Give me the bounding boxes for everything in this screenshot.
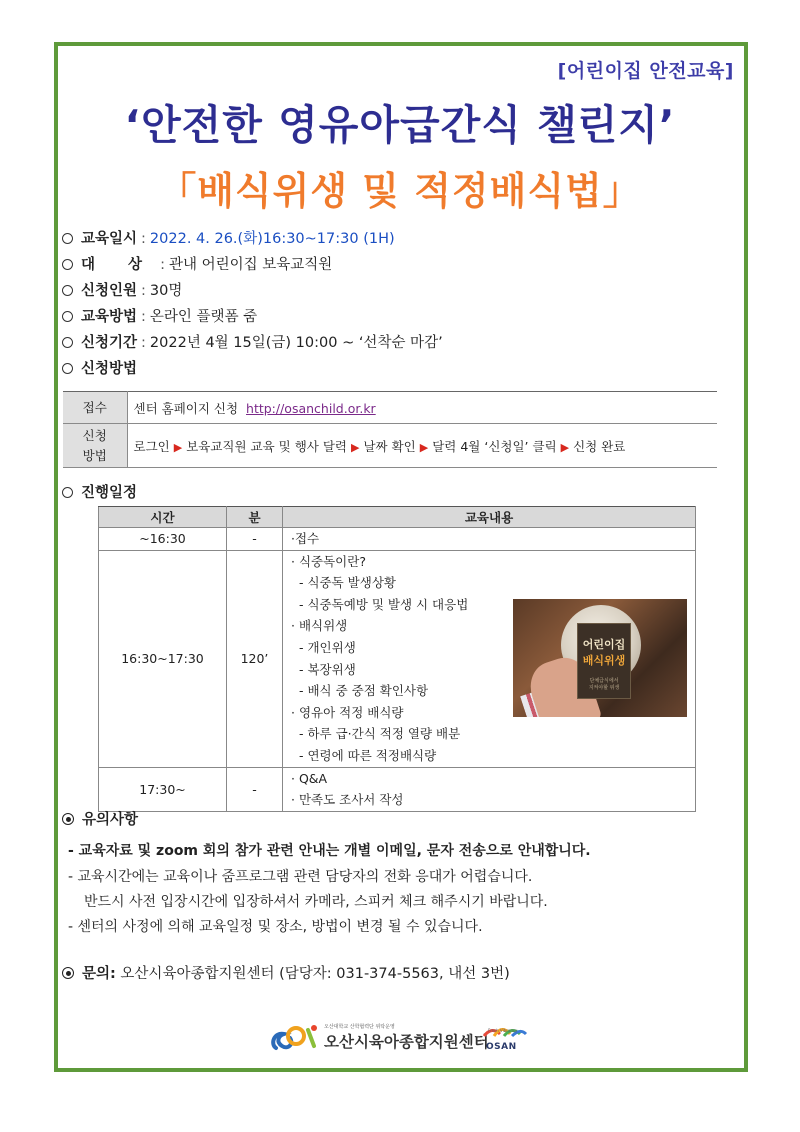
time-cell: 16:30~17:30 <box>99 550 227 767</box>
content-line: - 복장위생 <box>299 661 356 677</box>
circle-bullet-icon <box>62 487 73 498</box>
org-small-text: 오산대학교 산학협력단 위탁운영 <box>324 1024 395 1030</box>
content-line: - 배식 중 중점 확인사항 <box>299 683 429 699</box>
info-value: 온라인 플랫폼 줌 <box>149 309 258 325</box>
org-name: 오산시육아종합지원센터 <box>324 1033 489 1051</box>
info-row-period <box>62 330 712 356</box>
main-title: ‘안전한 영유아급간식 챌린지’ <box>124 101 676 149</box>
content-cell: ·접수 <box>283 528 696 551</box>
content-cell <box>283 767 696 811</box>
step-5: 신청 완료 <box>573 438 626 454</box>
col-header-minutes: 분 <box>227 507 283 528</box>
circle-bullet-icon <box>62 233 73 244</box>
note-item: - 센터의 사정에 의해 교육일정 및 장소, 방법이 변경 될 수 있습니다. <box>68 919 483 935</box>
colon: : <box>141 231 146 247</box>
step-4: 달력 4월 ‘신청일’ 클릭 <box>432 438 557 454</box>
notes-list <box>68 838 728 940</box>
schedule-header-row <box>99 507 696 528</box>
info-value: 관내 어린이집 보육교직원 <box>168 257 333 273</box>
hygiene-booklet-photo <box>513 599 687 717</box>
apply-steps <box>127 424 717 468</box>
city-slogan: Fresh Vibrancy <box>488 1028 518 1033</box>
step-1: 로그인 <box>133 438 170 454</box>
info-row-date <box>62 226 712 252</box>
info-label: 신청인원 <box>81 283 138 299</box>
table-row <box>99 767 696 811</box>
sub-title: 「배식위생 및 적정배식법」 <box>158 169 642 213</box>
content-line: - 하루 급·간식 적정 열량 배분 <box>299 726 461 742</box>
note-item: - 교육시간에는 교육이나 줌프로그램 관련 담당자의 전화 응대가 어렵습니다. <box>68 869 533 885</box>
info-value-date: 2022. 4. 26.(화)16:30~17:30 (1H) <box>149 231 395 247</box>
minutes-cell: - <box>227 528 283 551</box>
booklet-title-2: 배식위생 <box>582 653 626 667</box>
arrow-right-icon: ▶ <box>419 440 429 454</box>
arrow-right-icon: ▶ <box>351 440 360 454</box>
info-row-target <box>62 252 712 278</box>
content-line: - 개인위생 <box>299 639 356 655</box>
info-label: 신청방법 <box>81 361 138 377</box>
schedule-heading: 진행일정 <box>62 481 137 502</box>
filled-circle-bullet-icon <box>62 967 74 979</box>
arrow-right-icon: ▶ <box>560 440 570 454</box>
time-cell: 17:30~ <box>99 767 227 811</box>
circle-bullet-icon <box>62 311 73 322</box>
step-2: 보육교직원 교육 및 행사 달력 <box>186 438 347 454</box>
colon: : <box>141 283 146 299</box>
table-row <box>99 550 696 767</box>
content-line: · 배식위생 <box>291 618 348 634</box>
city-name: OSAN <box>486 1042 517 1052</box>
category-tag: [어린이집 안전교육] <box>557 60 734 82</box>
info-value: 2022년 4월 15일(금) 10:00 ~ ‘선착순 마감’ <box>149 335 443 351</box>
circle-bullet-icon <box>62 337 73 348</box>
content-cell <box>283 550 696 767</box>
apply-row-method <box>63 424 717 468</box>
colon: : <box>160 257 165 273</box>
minutes-cell: - <box>227 767 283 811</box>
note-item: 반드시 사전 입장시간에 입장하셔서 카메라, 스피커 체크 해주시기 바랍니다. <box>84 894 548 910</box>
content-line: - 식중독 발생상황 <box>299 575 396 591</box>
apply-header-register: 접수 <box>63 392 127 424</box>
colon: : <box>141 309 146 325</box>
content-line: - 연령에 따른 적정배식량 <box>299 747 437 763</box>
contact-info <box>62 962 510 983</box>
circle-bullet-icon <box>62 259 73 270</box>
time-cell: ~16:30 <box>99 528 227 551</box>
booklet-caption: 단체급식에서 지켜야할 위생 <box>588 677 620 691</box>
content-line: - 식중독예방 및 발생 시 대응법 <box>299 596 469 612</box>
center-logo-icon <box>268 1022 320 1056</box>
minutes-cell: 120’ <box>227 550 283 767</box>
footer-logos <box>268 1020 538 1060</box>
info-label: 교육방법 <box>81 309 138 325</box>
col-header-time: 시간 <box>99 507 227 528</box>
content-line: · 만족도 조사서 작성 <box>291 792 404 808</box>
col-header-content: 교육내용 <box>283 507 696 528</box>
content-line: · 영유아 적정 배식량 <box>291 704 404 720</box>
info-row-method <box>62 304 712 330</box>
circle-bullet-icon <box>62 285 73 296</box>
apply-cell-register <box>127 392 717 424</box>
table-row <box>99 528 696 551</box>
contact-label: 문의: <box>82 966 116 982</box>
info-label: 교육일시 <box>81 231 138 247</box>
info-row-capacity <box>62 278 712 304</box>
contact-text: 오산시육아종합지원센터 (담당자: 031-374-5563, 내선 3번) <box>120 966 510 982</box>
step-3: 날짜 확인 <box>363 438 416 454</box>
apply-table <box>63 391 717 468</box>
info-label: 신청기간 <box>81 335 138 351</box>
info-label: 대 상 <box>81 257 157 273</box>
info-row-apply <box>62 356 712 382</box>
booklet-title-1: 어린이집 <box>582 637 626 651</box>
colon: : <box>141 335 146 351</box>
apply-register-text: 센터 홈페이지 신청 <box>133 400 239 416</box>
apply-row-register <box>63 392 717 424</box>
content-line: · 식중독이란? <box>291 553 366 569</box>
schedule-table <box>98 506 696 812</box>
notes-heading: 유의사항 <box>62 808 138 829</box>
homepage-link[interactable]: http://osanchild.or.kr <box>246 400 376 416</box>
circle-bullet-icon <box>62 363 73 374</box>
apply-header-method: 신청 방법 <box>63 424 127 468</box>
booklet-cover <box>577 623 631 699</box>
content-line: · Q&A <box>291 770 328 786</box>
filled-circle-bullet-icon <box>62 813 74 825</box>
arrow-right-icon: ▶ <box>173 440 183 454</box>
note-item: - 교육자료 및 zoom 회의 참가 관련 안내는 개별 이메일, 문자 전송으로 안내합니다. <box>68 843 591 859</box>
info-list <box>62 226 712 382</box>
info-value: 30명 <box>149 283 183 299</box>
